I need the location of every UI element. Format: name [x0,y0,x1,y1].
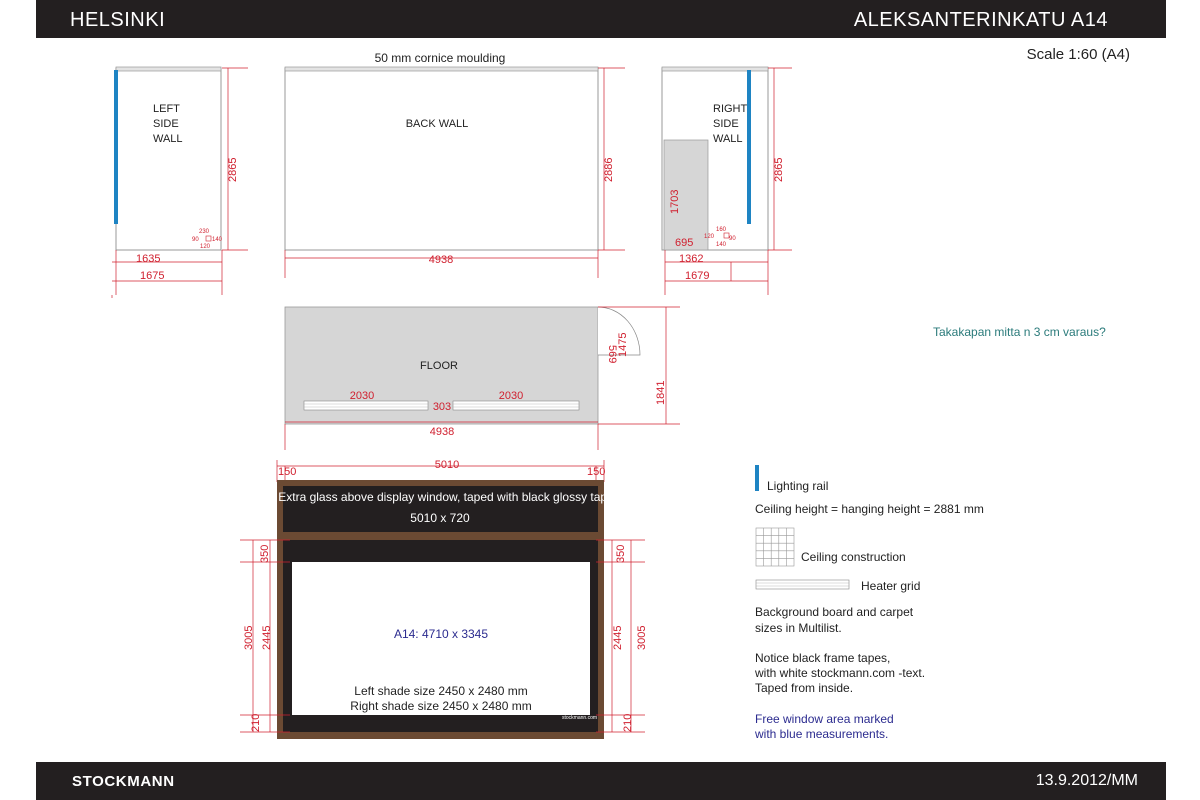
legend-board-note-1: Background board and carpet [755,605,914,619]
right-door-height: 1703 [669,189,681,214]
right-wall-width-outer: 1679 [685,270,710,282]
floor-plan [285,307,680,450]
floor-depth: 1841 [655,380,667,405]
cornice-label: 50 mm cornice moulding [374,51,506,65]
left-socket-dim-a: 230 [199,229,210,235]
city-title: HELSINKI [70,9,166,31]
legend-lighting-rail: Lighting rail [767,479,829,493]
right-shade-size: Right shade size 2450 x 2480 mm [350,699,532,713]
lighting-rail-right [747,70,751,224]
right-socket-dim-c: 140 [716,242,727,248]
bottom-right-height: 210 [622,713,634,732]
right-wall-title-2: SIDE [713,118,739,130]
legend-frame-note-3: Taped from inside. [755,681,854,695]
extra-glass-label: Extra glass above display window, taped with black glossy tape [278,490,614,504]
left-side-wall-elevation [112,67,248,298]
footer-date: 13.9.2012/MM [1035,772,1138,789]
legend-frame-note-1: Notice black frame tapes, [755,651,891,665]
window-side-left: 150 [278,466,297,478]
extra-glass-size: 5010 x 720 [410,511,470,525]
left-wall-title-1: LEFT [153,103,180,115]
left-frame-tape [283,562,292,732]
floor-width: 4938 [429,426,455,438]
window-side-right: 150 [587,466,606,478]
legend-free-note-2: with blue measurements. [755,727,889,741]
left-socket-dim-b: 90 [192,237,199,243]
annotation-note: Takakapan mitta n 3 cm varaus? [933,325,1106,339]
left-wall-outline [116,68,221,250]
back-wall-height: 2886 [603,157,615,182]
lighting-rail-icon [755,465,759,491]
display-window-elevation [240,459,648,739]
heater-right-length: 2030 [498,390,524,402]
right-door-width: 695 [675,237,694,249]
door-offset: 1475 [617,332,629,357]
right-wall-title-1: RIGHT [713,103,748,115]
left-wall-width-outer: 1675 [140,270,165,282]
heater-gap: 303 [432,401,452,413]
ceiling-grid-icon [756,528,794,566]
right-socket-dim-b: 120 [704,234,715,240]
bottom-left-height: 210 [250,713,262,732]
right-wall-title-3: WALL [713,133,743,145]
heater-grid-icon [756,580,849,589]
heater-left-length: 2030 [349,390,375,402]
left-shade-size: Left shade size 2450 x 2480 mm [354,684,528,698]
legend-ceiling-height: Ceiling height = hanging height = 2881 mm [755,502,984,516]
address-title: ALEKSANTERINKATU A14 [853,9,1108,31]
back-wall-cornice [285,67,598,71]
legend-board-note-2: sizes in Multilist. [755,621,842,635]
back-wall-title: BACK WALL [405,118,469,130]
back-wall-outline [285,68,598,250]
left-wall-title-2: SIDE [153,118,179,130]
right-wall-width-inner: 1362 [679,253,704,265]
left-wall-title-3: WALL [153,133,183,145]
right-wall-cornice [662,67,768,71]
bottom-frame-tape [283,715,598,732]
back-wall-elevation [285,51,625,278]
window-right-outer-height: 3005 [636,625,648,650]
legend-free-note-1: Free window area marked [755,712,894,726]
left-socket-dim-d: 140 [212,237,223,243]
back-wall-width: 4938 [428,254,454,266]
left-wall-height: 2865 [227,157,239,182]
frame-tape-text: stockmann.com [562,715,598,721]
right-frame-tape [590,562,598,732]
top-band-right-height: 350 [615,544,627,563]
door-radius: 569 [606,345,618,364]
scale-label: Scale 1:60 (A4) [1026,46,1130,63]
window-right-inner-height: 2445 [612,625,624,650]
right-socket-dim-d: 90 [729,236,736,242]
free-window-size: A14: 4710 x 3345 [393,627,489,641]
heater-grid-right [453,401,579,410]
window-total-width: 5010 [434,459,460,471]
left-wall-width-inner: 1635 [136,253,161,265]
legend-heater-grid: Heater grid [861,579,921,593]
legend-ceiling-construction: Ceiling construction [801,550,906,564]
left-socket-dim-c: 120 [200,244,211,250]
window-left-inner-height: 2445 [261,625,273,650]
heater-grid-left [304,401,428,410]
footer-bar [36,762,1166,800]
window-left-outer-height: 3005 [243,625,255,650]
left-wall-cornice [116,67,221,71]
stockmann-logo: STOCKMANN [72,773,175,790]
legend-frame-note-2: with white stockmann.com -text. [755,666,926,680]
right-socket-dim-a: 160 [716,227,727,233]
lighting-rail-left [114,70,118,224]
top-band-left-height: 350 [259,544,271,563]
right-side-wall-elevation [662,67,792,295]
floor-title: FLOOR [420,360,458,372]
right-wall-height: 2865 [773,157,785,182]
top-band [283,540,598,562]
